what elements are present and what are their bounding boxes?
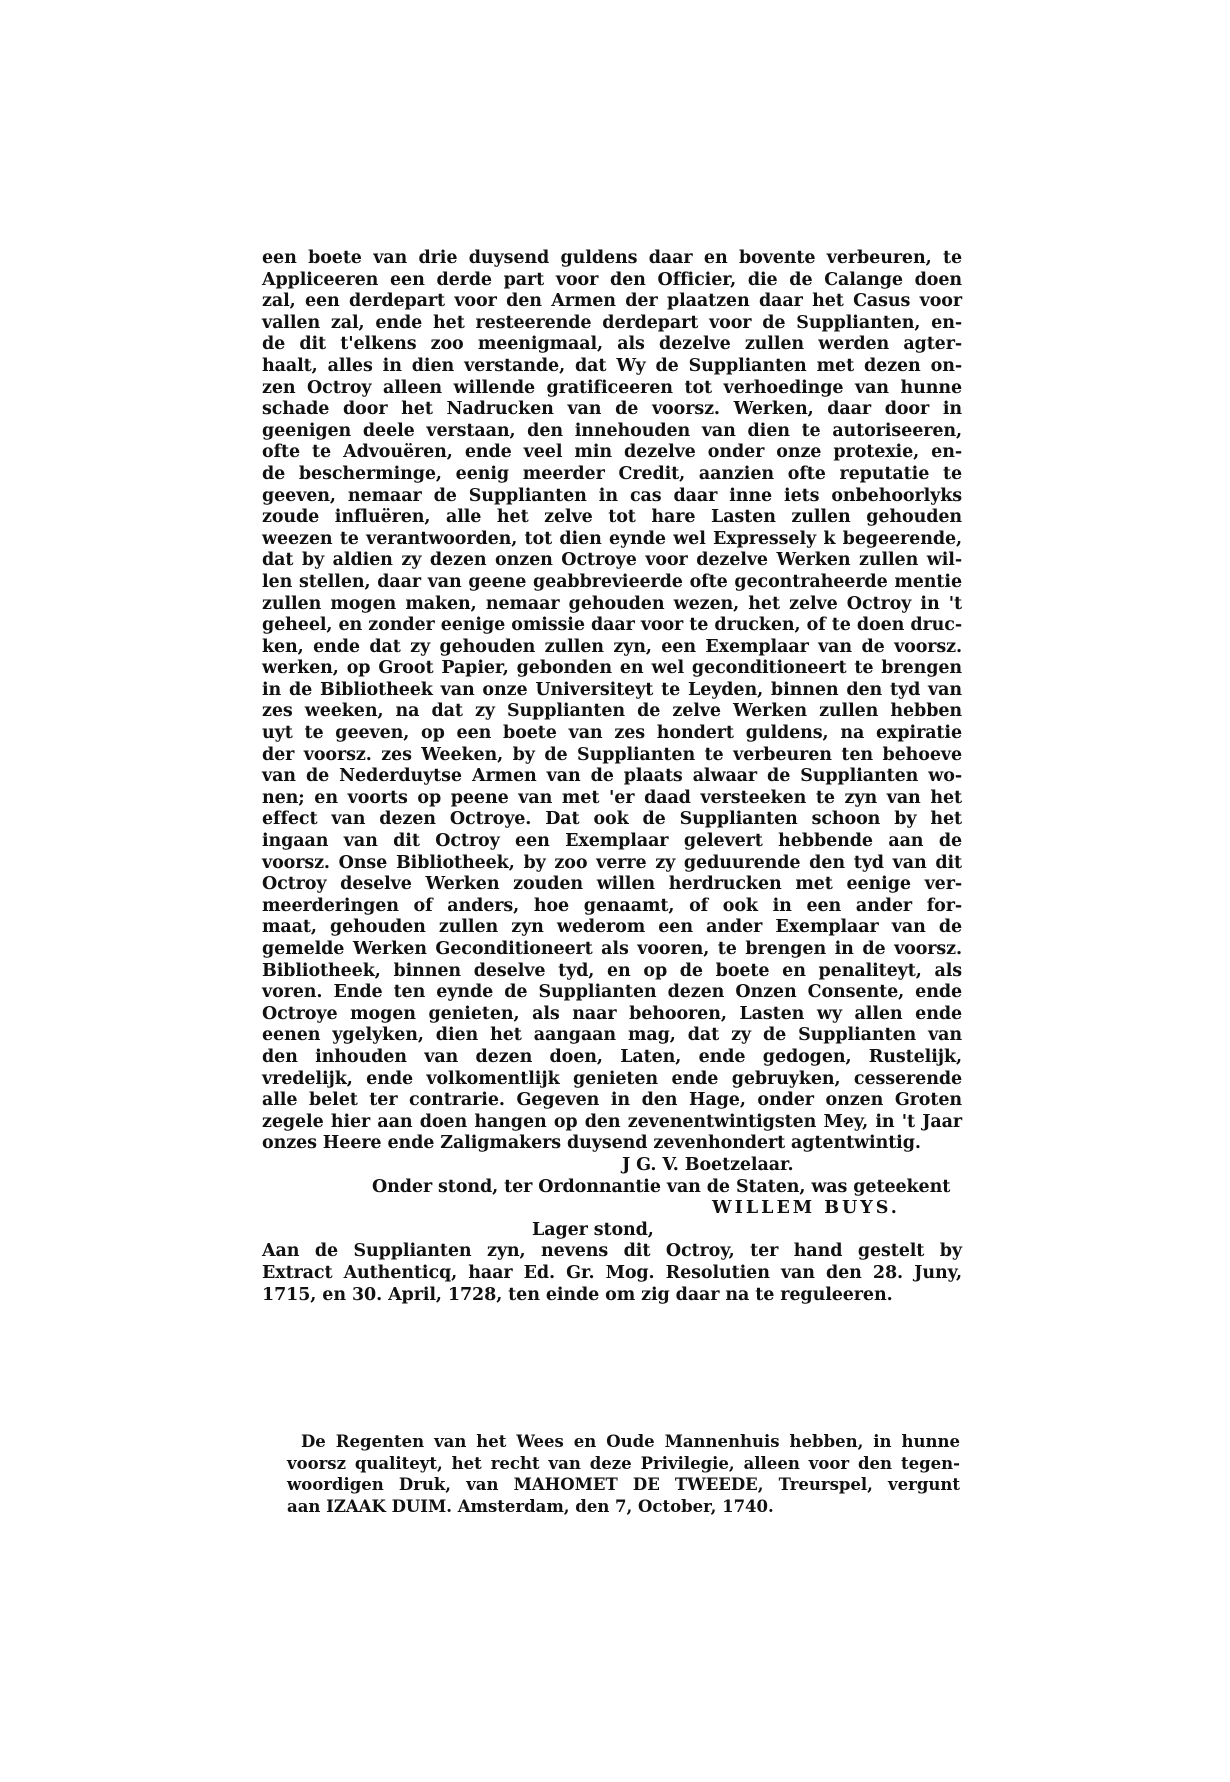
text-line: len stellen, daar van geene geabbrevieerde ofte gecontraheerde mentie [262, 571, 962, 592]
text-line: ingaan van dit Octroy een Exemplaar gelevert hebbende aan de [262, 831, 962, 852]
text-line: vallen zal, ende het resteerende derdepart voor de Supplianten, en- [262, 312, 962, 333]
text-line: ken, ende dat zy gehouden zullen zyn, een Exemplaar van de voorsz. [262, 636, 962, 657]
text-line: uyt te geeven, op een boete van zes hondert guldens, na expiratie [262, 723, 962, 744]
text-line: effect van dezen Octroye. Dat ook de Supplianten schoon by het [262, 809, 962, 830]
text-line: zes weeken, na dat zy Supplianten de zelve Werken zullen hebben [262, 701, 962, 722]
text-line: geenigen deele verstaan, den innehouden van dien te autoriseeren, [262, 420, 962, 441]
text-line: Octroy deselve Werken zouden willen herdrucken met eenige ver- [262, 874, 962, 895]
text-line: onzes Heere ende Zaligmakers duysend zevenhondert agtentwintig. [262, 1133, 921, 1154]
regenten-notice [287, 1431, 960, 1517]
text-line: geheel, en zonder eenige omissie daar voor te drucken, of te doen druc- [262, 615, 962, 636]
text-line: van de Nederduytse Armen van de plaats alwaar de Supplianten wo- [262, 766, 962, 787]
text-line: Octroye mogen genieten, als naar behooren, Lasten wy allen ende [262, 1003, 962, 1024]
notice-line: voorsz qualiteyt, het recht van deze Privilegie, alleen voor den tegen- [287, 1453, 960, 1473]
text-line: zegele hier aan doen hangen op den zevenentwintigsten Mey, in 't Jaar [262, 1111, 962, 1132]
text-line: weezen te verantwoorden, tot dien eynde wel Expressely k begeerende, [262, 528, 962, 549]
text-line: zoude influëren, alle het zelve tot hare Lasten zullen gehouden [262, 507, 962, 528]
text-line: alle belet ter contrarie. Gegeven in den Hage, onder onzen Groten [262, 1090, 962, 1111]
notice-line: De Regenten van het Wees en Oude Mannenhuis hebben, in hunne [301, 1432, 960, 1451]
lager-line: Extract Authenticq, haar Ed. Gr. Mog. Resolutien van den 28. Juny, [262, 1262, 962, 1283]
notice-line: aan IZAAK DUIM. Amsterdam, den 7, October, 1740. [287, 1496, 774, 1516]
text-line: Bibliotheek, binnen deselve tyd, en op de boete en penaliteyt, als [262, 960, 962, 981]
text-line: een boete van drie duysend guldens daar en bovente verbeuren, te [262, 248, 962, 268]
text-line: de bescherminge, eenig meerder Credit, aanzien ofte reputatie te [262, 463, 962, 484]
text-line: Appliceeren een derde part voor den Officier, die de Calange doen [262, 269, 962, 290]
text-line: zen Octroy alleen willende gratificeeren tot verhoedinge van hunne [262, 377, 962, 398]
signature-willem-buys: WILLEM BUYS. [712, 1198, 900, 1219]
signature-ordonnantie: Onder stond, ter Ordonnantie van de Staten, was geteekent [372, 1176, 951, 1197]
text-line: nen; en voorts op peene van met 'er daad versteeken te zyn van het [262, 787, 962, 808]
text-line: haalt, alles in dien verstande, dat Wy de Supplianten met dezen on- [262, 355, 962, 376]
text-line: dat by aldien zy dezen onzen Octroye voor dezelve Werken zullen wil- [262, 550, 962, 571]
text-line: zullen mogen maken, nemaar gehouden wezen, het zelve Octroy in 't [262, 593, 962, 614]
lager-stond-heading: Lager stond, [532, 1219, 654, 1240]
text-line: meerderingen of anders, hoe genaamt, of ook in een ander for- [262, 895, 962, 916]
text-line: voorsz. Onse Bibliotheek, by zoo verre zy geduurende den tyd van dit [262, 852, 962, 873]
notice-line: woordigen Druk, van MAHOMET DE TWEEDE, Treurspel, vergunt [287, 1475, 960, 1495]
text-line: gemelde Werken Geconditioneert als vooren, te brengen in de voorsz. [262, 939, 962, 959]
text-line: in de Bibliotheek van onze Universiteyt te Leyden, binnen den tyd van [262, 679, 962, 700]
signature-boetzelaar: J G. V. Boetzelaar. [622, 1154, 794, 1175]
text-line: de dit t'elkens zoo meenigmaal, als dezelve zullen werden agter- [262, 334, 962, 355]
text-line: zal, een derdepart voor den Armen der plaatzen daar het Casus voor [262, 291, 962, 312]
text-line: eenen ygelyken, dien het aangaan mag, dat zy de Supplianten van [262, 1025, 962, 1046]
text-line: voren. Ende ten eynde de Supplianten dezen Onzen Consente, ende [262, 982, 962, 1003]
text-line: geeven, nemaar de Supplianten in cas daar inne iets onbehoorlyks [262, 485, 962, 506]
text-line: vredelijk, ende volkomentlijk genieten ende gebruyken, cesserende [262, 1068, 962, 1089]
text-line: schade door het Nadrucken van de voorsz. Werken, daar door in [262, 399, 962, 420]
privilege-text [262, 248, 962, 1306]
text-line: werken, op Groot Papier, gebonden en wel geconditioneert te brengen [262, 658, 962, 679]
text-line: ofte te Advouëren, ende veel min dezelve onder onze protexie, en- [262, 442, 962, 463]
lager-line: Aan de Supplianten zyn, nevens dit Octroy, ter hand gestelt by [262, 1241, 962, 1262]
text-line: maat, gehouden zullen zyn wederom een ander Exemplaar van de [262, 917, 962, 938]
lager-line: 1715, en 30. April, 1728, ten einde om zig daar na te reguleeren. [262, 1284, 893, 1305]
text-line: den inhouden van dezen doen, Laten, ende gedogen, Rustelijk, [262, 1046, 962, 1067]
text-line: der voorsz. zes Weeken, by de Supplianten te verbeuren ten behoeve [262, 744, 962, 765]
